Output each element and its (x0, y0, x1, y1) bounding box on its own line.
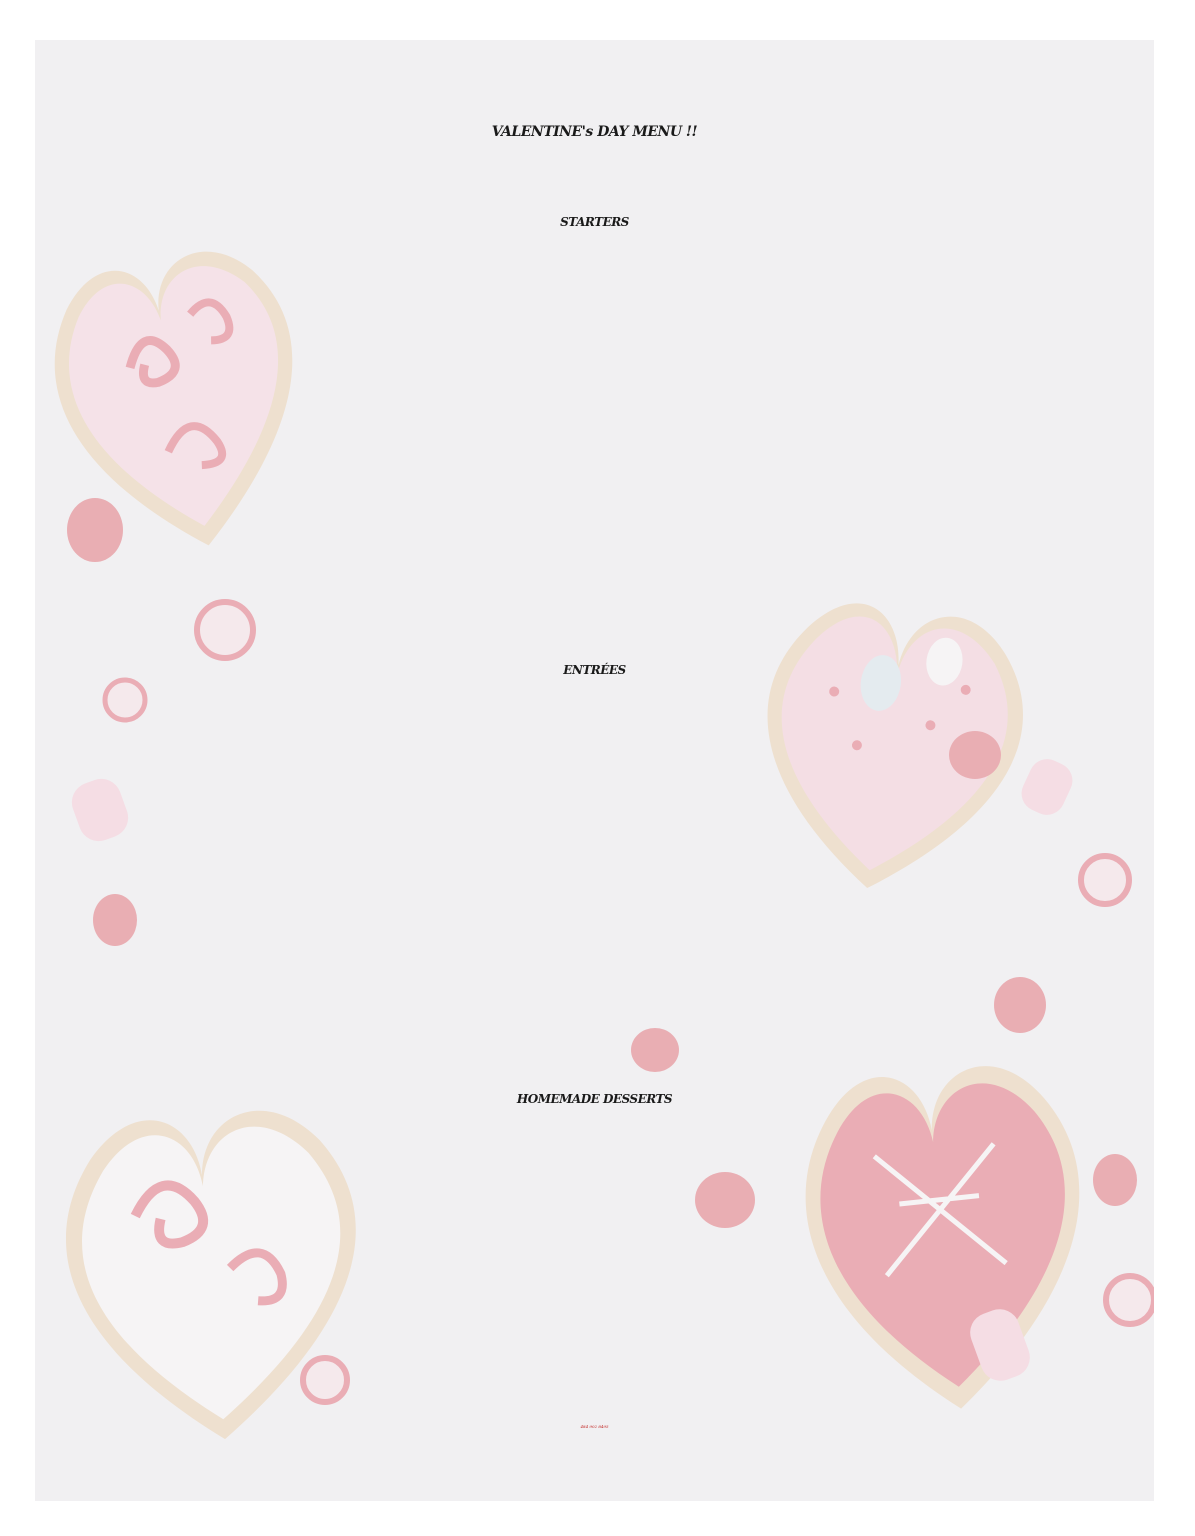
starter-item (35, 391, 1154, 415)
entree-item (35, 981, 1154, 1003)
desserts-heading: HOMEMADE DESSERTS (516, 1092, 673, 1106)
reservation-phone[interactable]: 484 902 8495 (580, 1424, 609, 1429)
menu-sheet (35, 40, 1154, 1501)
starter-item (35, 561, 1154, 585)
starter-item (35, 292, 1154, 316)
reservations-line (35, 1424, 1154, 1429)
entree-item (35, 877, 1154, 899)
entree-item (35, 809, 1154, 831)
menu-content (35, 40, 1154, 1501)
dessert-item (35, 1155, 1154, 1179)
entree-item (35, 946, 1154, 968)
dessert-item (35, 1255, 1154, 1279)
entree-item (35, 843, 1154, 865)
dessert-item (35, 1287, 1154, 1311)
starter-item (35, 527, 1154, 551)
entree-item (35, 1015, 1154, 1037)
starter-item (35, 356, 1154, 380)
starter-item (35, 459, 1154, 483)
starter-item (35, 426, 1154, 450)
entree-item (35, 911, 1154, 933)
menu-title: VALENTINE's DAY MENU !! (491, 124, 698, 140)
starter-item (35, 324, 1154, 348)
entree-item (35, 734, 1154, 756)
dessert-item (35, 1224, 1154, 1248)
entree-item (35, 775, 1154, 797)
dessert-item (35, 1193, 1154, 1215)
entrees-heading: ENTRÉES (563, 663, 626, 677)
starter-item (35, 493, 1154, 517)
starters-heading: STARTERS (560, 215, 629, 229)
starter-item (35, 595, 1154, 619)
